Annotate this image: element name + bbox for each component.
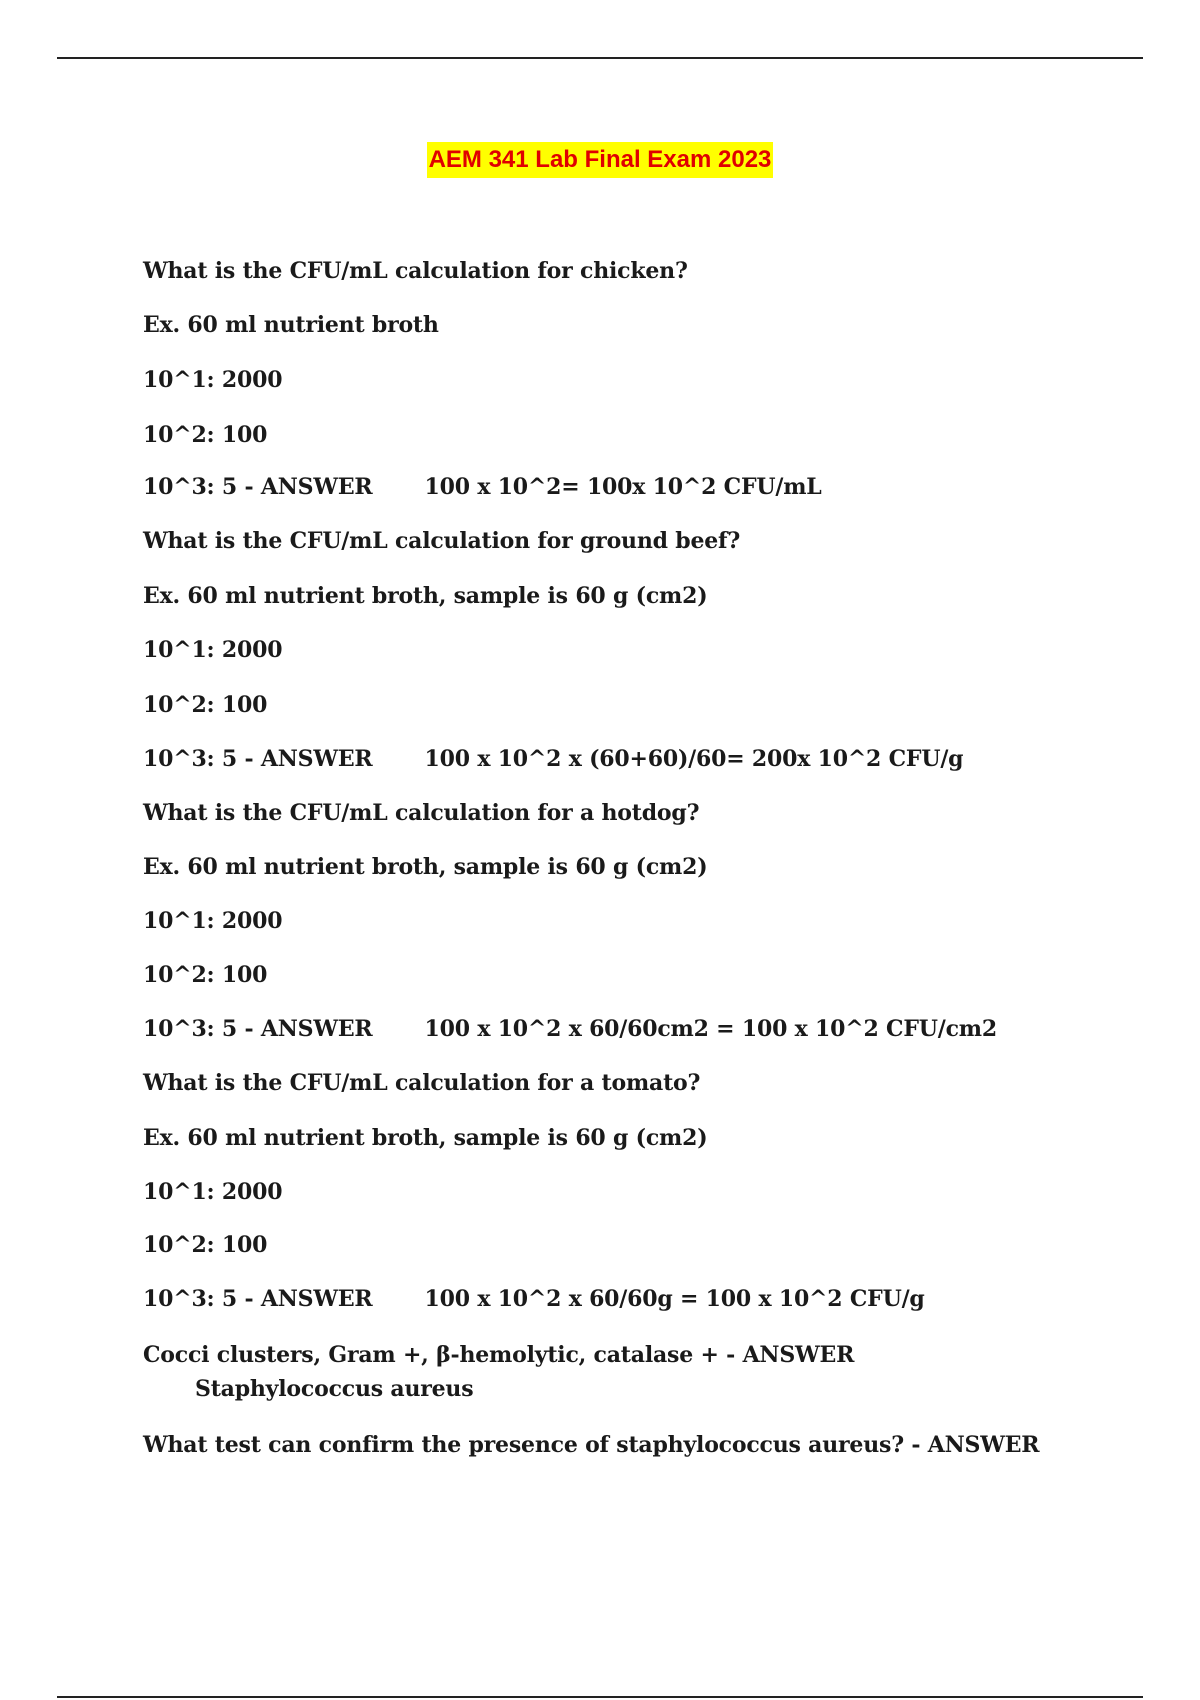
- footer-rule: [57, 1696, 1143, 1698]
- line-text: 10^3: 5 - ANSWER: [143, 1016, 373, 1042]
- dilution-1-ground-beef: [143, 633, 282, 667]
- line-text: What is the CFU/mL calculation for ground beef?: [143, 528, 741, 554]
- line-text: 10^3: 5 - ANSWER: [143, 474, 373, 500]
- question-hotdog: [143, 796, 699, 830]
- line-text: Ex. 60 ml nutrient broth, sample is 60 g (cm2): [143, 1125, 708, 1151]
- question-cocci-clusters: [143, 1338, 1043, 1406]
- answer-hotdog: [143, 1012, 997, 1046]
- example-chicken: [143, 308, 439, 342]
- answer-chicken: [143, 470, 822, 504]
- header-rule: [57, 57, 1143, 59]
- dilution-1-chicken: [143, 363, 282, 397]
- line-text: 10^3: 5 - ANSWER: [143, 1286, 373, 1312]
- example-tomato: [143, 1121, 707, 1155]
- line-text: 10^2: 100: [143, 422, 268, 448]
- question-staph-confirm-test: [143, 1428, 1039, 1462]
- line-text: What is the CFU/mL calculation for a hotdog?: [143, 800, 700, 826]
- dilution-1-tomato: [143, 1175, 282, 1209]
- dilution-2-tomato: [143, 1228, 267, 1262]
- dilution-1-hotdog: [143, 904, 282, 938]
- answer-text: 100 x 10^2 x (60+60)/60= 200x 10^2 CFU/g: [424, 746, 964, 772]
- line-text: Ex. 60 ml nutrient broth, sample is 60 g (cm2): [143, 583, 708, 609]
- question-tomato: [143, 1066, 700, 1100]
- answer-tomato: [143, 1282, 925, 1316]
- example-hotdog: [143, 850, 707, 884]
- question-chicken: [143, 254, 688, 288]
- line-text: What is the CFU/mL calculation for a tomato?: [143, 1070, 701, 1096]
- line-text: What is the CFU/mL calculation for chicken?: [143, 258, 688, 284]
- line-text: 10^1: 2000: [143, 908, 283, 934]
- answer-text: 100 x 10^2 x 60/60g = 100 x 10^2 CFU/g: [424, 1286, 925, 1312]
- line-text: 10^1: 2000: [143, 367, 283, 393]
- question-ground-beef: [143, 524, 740, 558]
- line-text: Ex. 60 ml nutrient broth: [143, 312, 439, 338]
- answer-text: Staphylococcus aureus: [195, 1376, 474, 1402]
- line-text: 10^2: 100: [143, 1232, 268, 1258]
- answer-text: 100 x 10^2= 100x 10^2 CFU/mL: [424, 474, 822, 500]
- dilution-2-ground-beef: [143, 688, 267, 722]
- line-text: Ex. 60 ml nutrient broth, sample is 60 g (cm2): [143, 854, 708, 880]
- answer-ground-beef: [143, 742, 963, 776]
- title-container: [0, 142, 1200, 178]
- line-text: 10^1: 2000: [143, 637, 283, 663]
- line-text: 10^2: 100: [143, 962, 268, 988]
- example-ground-beef: [143, 579, 707, 613]
- dilution-2-hotdog: [143, 958, 267, 992]
- line-text: 10^3: 5 - ANSWER: [143, 746, 373, 772]
- dilution-2-chicken: [143, 418, 267, 452]
- line-text: 10^2: 100: [143, 692, 268, 718]
- document-title: AEM 341 Lab Final Exam 2023: [427, 142, 774, 178]
- line-text: Cocci clusters, Gram +, β-hemolytic, catalase + - ANSWER: [143, 1342, 855, 1368]
- line-text: What test can confirm the presence of staphylococcus aureus? - ANSWER: [143, 1432, 1040, 1458]
- line-text: 10^1: 2000: [143, 1179, 283, 1205]
- answer-text: 100 x 10^2 x 60/60cm2 = 100 x 10^2 CFU/cm2: [424, 1016, 997, 1042]
